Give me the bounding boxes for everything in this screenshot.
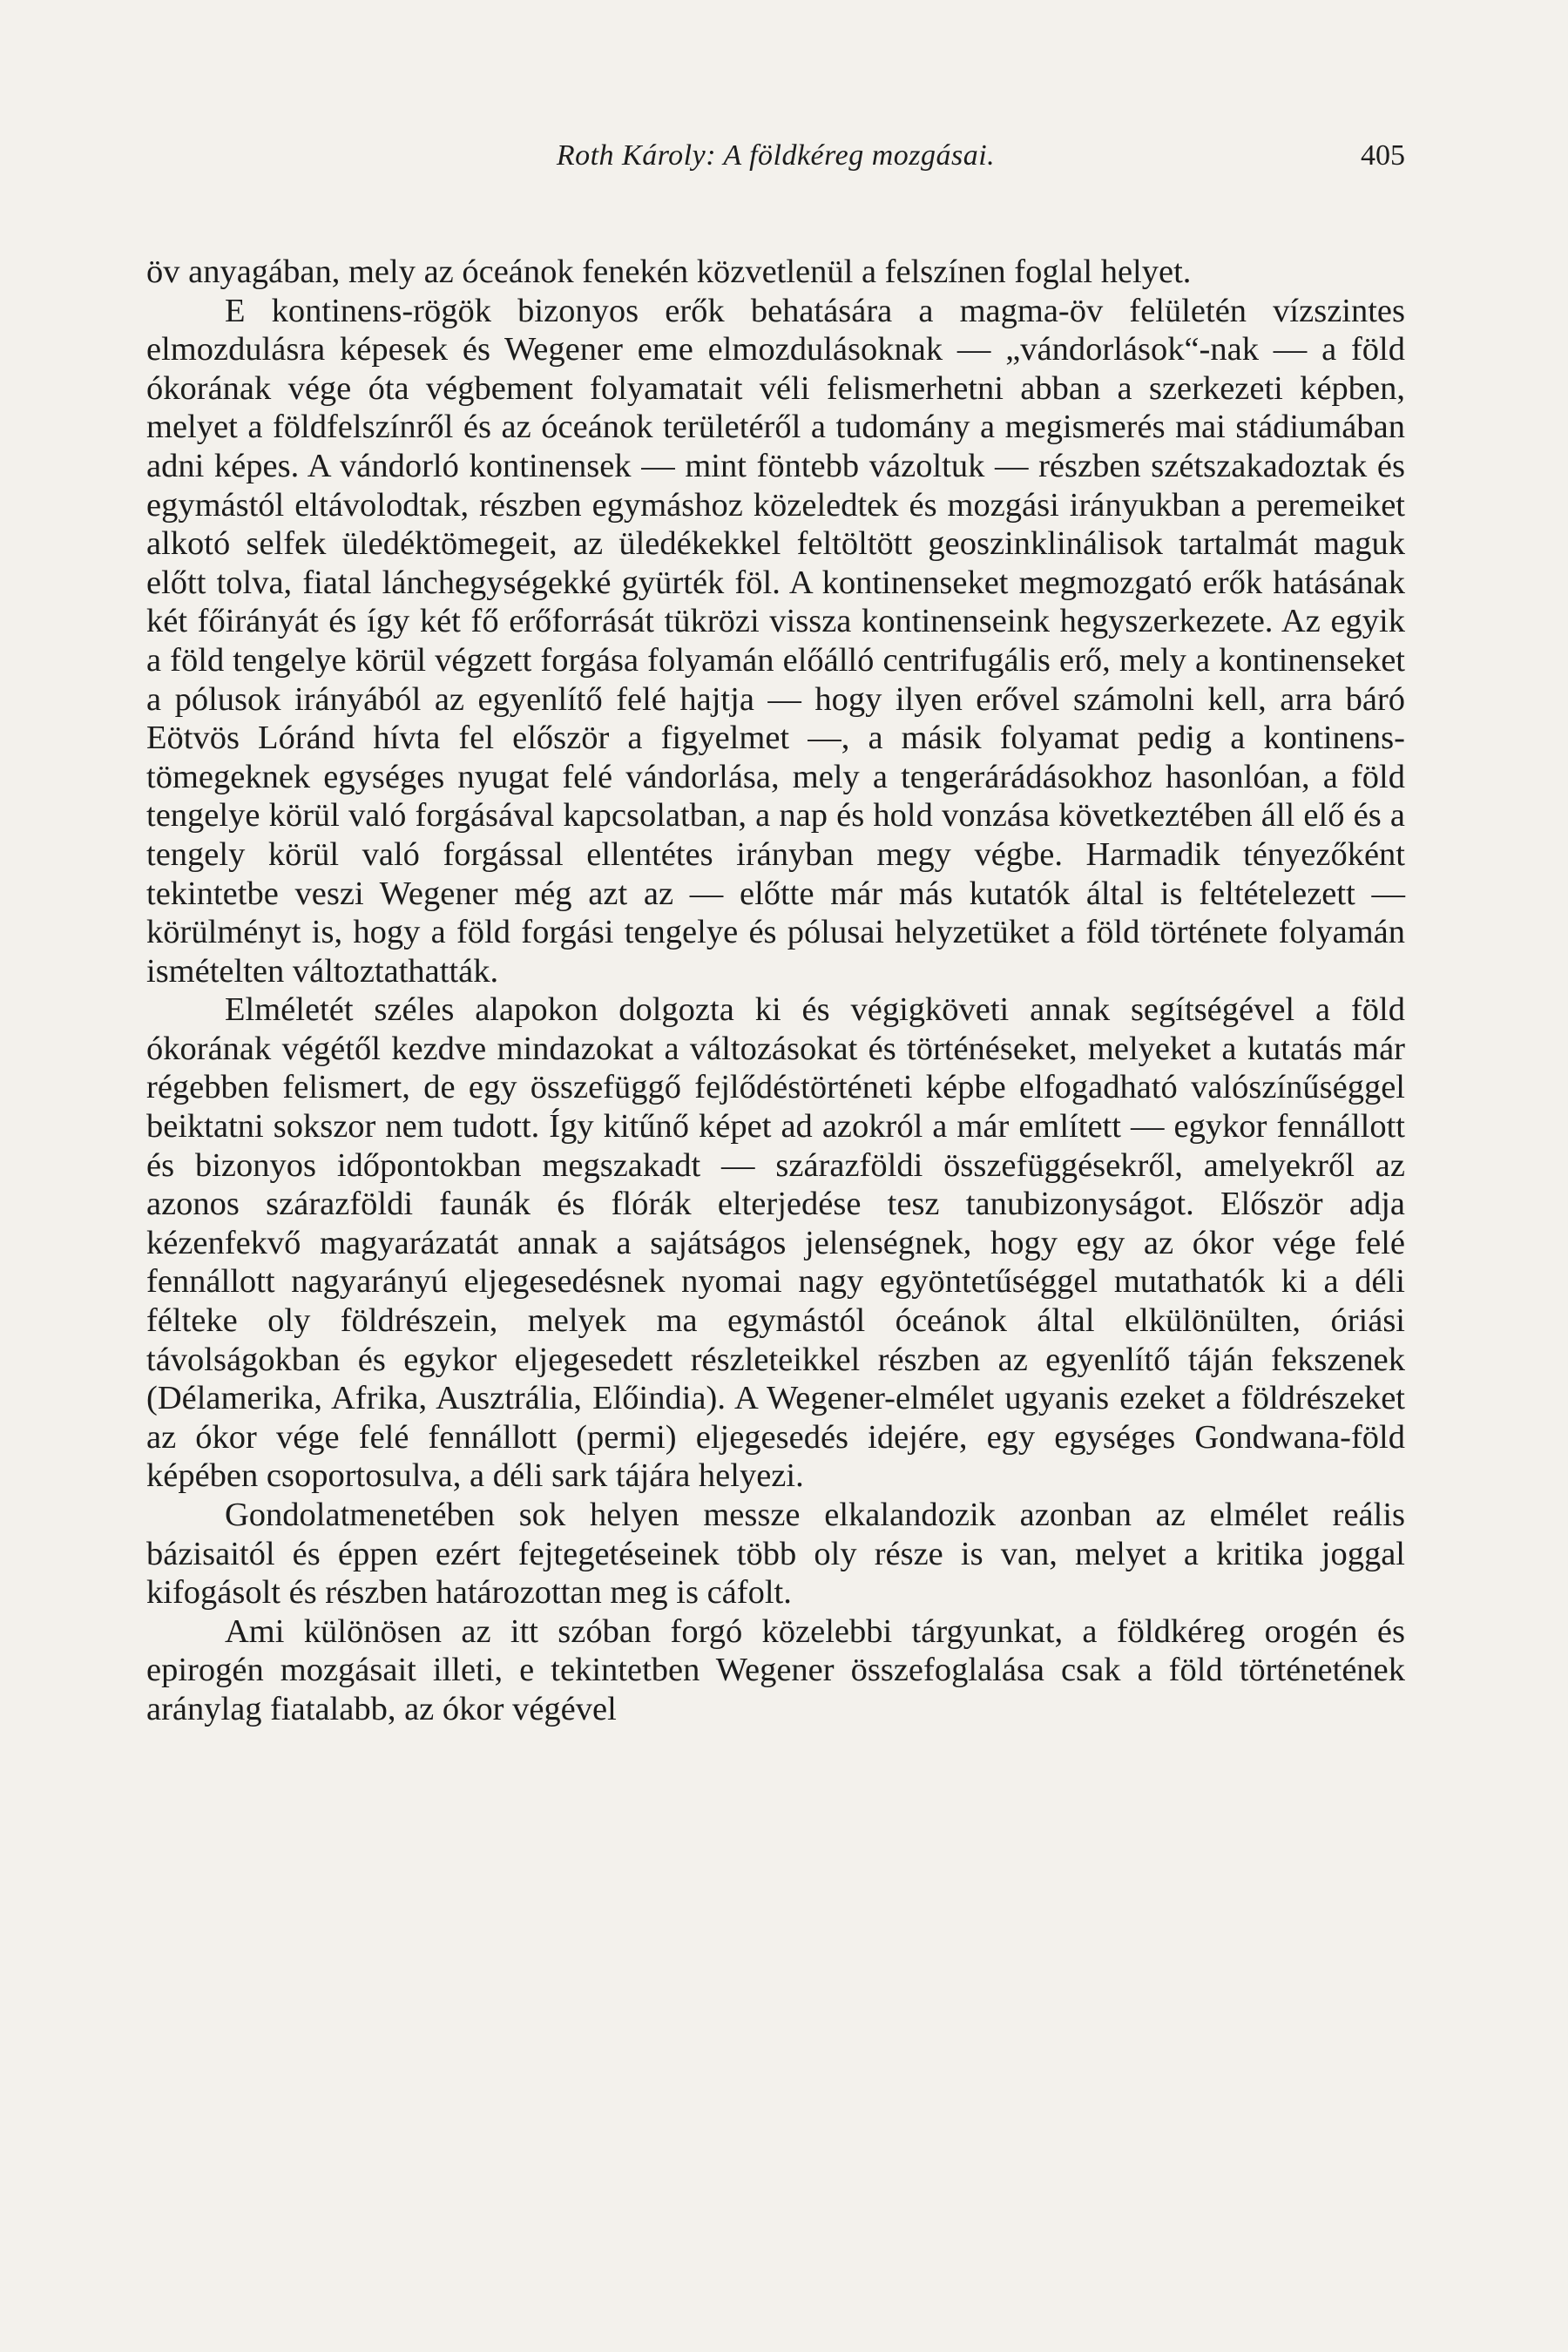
paragraph: Elméletét széles alapokon dolgozta ki és végigköveti annak segítségével a föld ókorának végétől kezdve mindazokat a változásokat és történéseket, melyeket a kutatás már régebben felismert, de egy összefüggő fejlődéstörténeti képbe elfogadható valószínűséggel beiktatni sokszor nem tudott. Így kitűnő képet ad azokról a már említett — egykor fennállott és bizonyos időpontokban megszakadt — szárazföldi összefüggésekről, amelyekről az azonos szárazföldi faunák és flórák elterjedése tesz tanubizonyságot. Először adja kézenfekvő magyarázatát annak a sajátságos jelenségnek, hogy egy az ókor vége felé fennállott nagyarányú eljegesedésnek nyomai nagy egyöntetűséggel mutathatók ki a déli félteke oly földrészein, melyek ma egymástól óceánok által elkülönülten, óriási távolságokban és egykor eljegesedett részleteikkel részben az egyenlítő táján fekszenek (Délamerika, Afrika, Ausztrália, Előindia). A Wegener-elmélet ugyanis ezeket a földrészeket az ókor vége felé fennállott (permi) eljegesedés idejére, egy egységes Gondwana-föld képében csoportosulva, a déli sark tájára helyezi. <box>146 991 1405 1495</box>
body-text <box>146 253 1405 1729</box>
paragraph-continuation: öv anyagában, mely az óceánok fenekén közvetlenül a felszínen foglal helyet. <box>146 253 1192 290</box>
running-title: Roth Károly: A földkéreg mozgásai. <box>556 139 996 172</box>
running-header <box>146 139 1405 178</box>
paragraph: E kontinens-rögök bizonyos erők behatására a magma-öv felületén vízszintes elmozdulásra képesek és Wegener eme elmozdulásoknak — „vándorlások“-nak — a föld ókorának vége óta végbement folyamatait véli felismerhetni abban a szerkezeti képben, melyet a földfelszínről és az óceánok területéről a tudomány a megismerés mai stádiumában adni képes. A vándorló kontinensek — mint föntebb vázoltuk — részben szétszakadoztak és egymástól eltávolodtak, részben egymáshoz közeledtek és mozgási irányukban a peremeiket alkotó selfek üledéktömegeit, az üledékekkel feltöltött geoszinklinálisok tartalmát maguk előtt tolva, fiatal lánchegységekké gyürték föl. A kontinenseket megmozgató erők hatásának két főirányát és így két fő erőforrását tükrözi vissza kontinenseink hegyszerkezete. Az egyik a föld tengelye körül végzett forgása folyamán előálló centrifugális erő, mely a kontinenseket a pólusok irányából az egyenlítő felé hajtja — hogy ilyen erővel számolni kell, arra báró Eötvös Lóránd hívta fel először a figyelmet —, a másik folyamat pedig a kontinens-tömegeknek egységes nyugat felé vándorlása, mely a tengerárádásokhoz hasonlóan, a föld tengelye körül való forgásával kapcsolatban, a nap és hold vonzása következtében áll elő és a tengely körül való forgással ellentétes irányban megy végbe. Harmadik tényezőként tekintetbe veszi Wegener még azt az — előtte már más kutatók által is feltételezett — körülményt is, hogy a föld forgási tengelye és pólusai helyzetüket a föld története folyamán ismételten változtathatták. <box>146 292 1405 990</box>
paragraph: Ami különösen az itt szóban forgó közelebbi tárgyunkat, a földkéreg orogén és epirogén mozgásait illeti, e tekintetben Wegener összefoglalása csak a föld történetének aránylag fiatalabb, az ókor végével <box>146 1612 1405 1727</box>
paragraph: Gondolatmenetében sok helyen messze elkalandozik azonban az elmélet reális bázisaitól és éppen ezért fejtegetéseinek több oly része is van, melyet a kritika joggal kifogásolt és részben határozottan meg is cáfolt. <box>146 1497 1405 1612</box>
page-number: 405 <box>1361 139 1405 172</box>
